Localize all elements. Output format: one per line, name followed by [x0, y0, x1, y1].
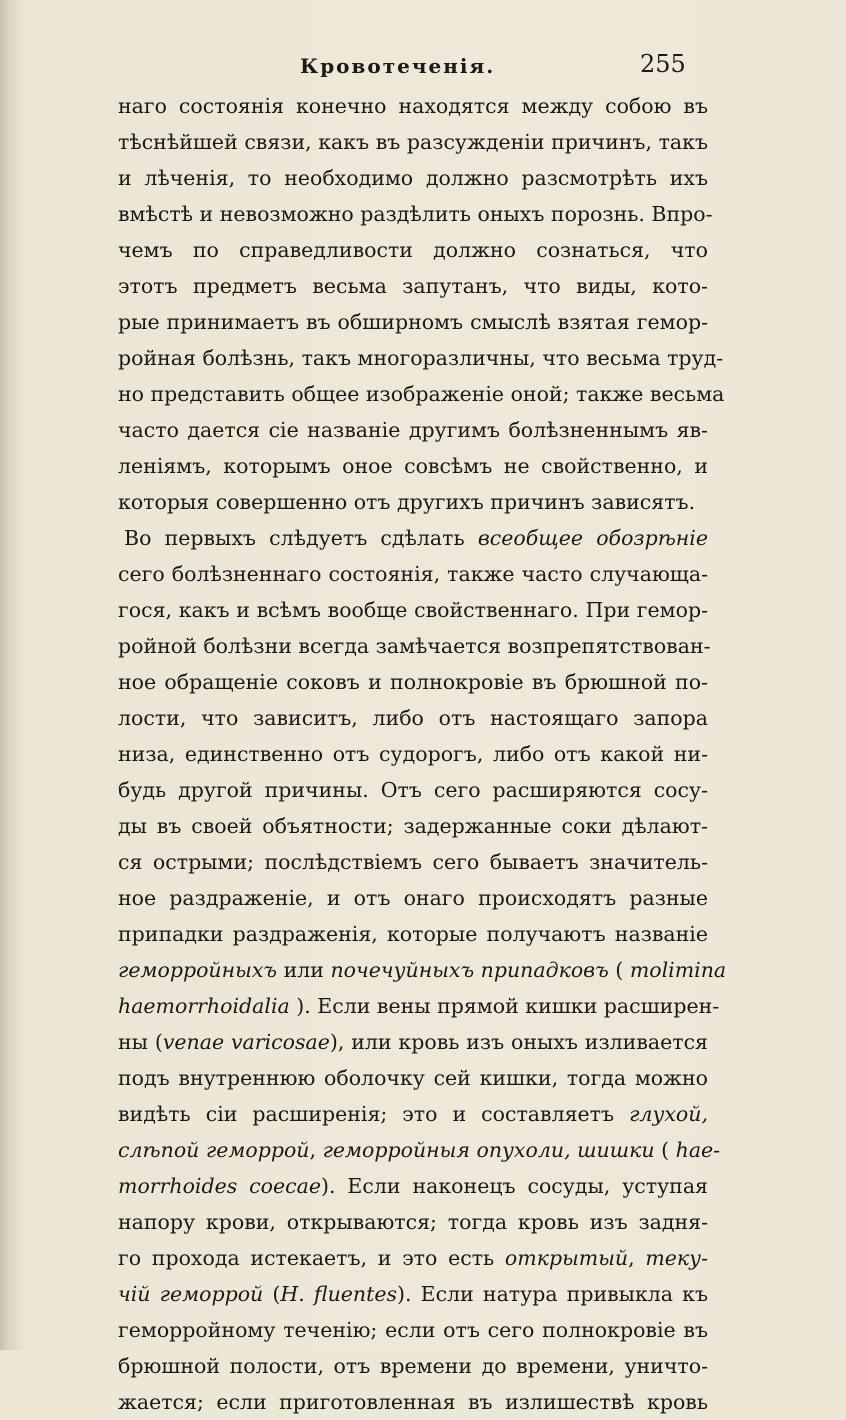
text-segment: ное обращеніе соковъ и полнокровіе въ брюшной по- — [118, 670, 708, 694]
text-segment: или — [277, 958, 331, 982]
text-segment: ). Если натура привыкла къ — [397, 1282, 708, 1306]
text-segment: брюшной полости, отъ времени до времени, уничто- — [118, 1354, 708, 1378]
text-line — [118, 484, 708, 520]
text-segment: ), или кровь изъ оныхъ изливается — [329, 1030, 708, 1054]
text-line — [118, 772, 708, 808]
text-segment: припадки раздраженія, которые получаютъ названіе — [118, 922, 708, 946]
text-line — [118, 1132, 721, 1168]
text-segment: наго состоянія конечно находятся между собою въ — [118, 94, 708, 118]
text-line — [118, 1024, 708, 1060]
text-line — [118, 1348, 708, 1384]
italic-text: H. fluentes — [280, 1282, 398, 1306]
italic-text: molimina — [629, 958, 727, 982]
text-line — [118, 628, 711, 664]
italic-text: геморройныя опухоли, шишки — [322, 1138, 655, 1162]
text-line — [118, 592, 708, 628]
text-line — [118, 700, 708, 736]
text-segment: видѣть сіи расширенія; это и составляетъ — [118, 1102, 630, 1126]
text-line — [118, 1384, 708, 1420]
text-segment: будь другой причины. Отъ сего расширяются сосу- — [118, 778, 708, 802]
text-line — [118, 376, 725, 412]
text-line — [118, 88, 708, 124]
text-segment: но представить общее изображеніе оной; также весьма — [118, 382, 725, 406]
text-segment: ). Если наконецъ сосуды, уступая — [320, 1174, 708, 1198]
text-line — [118, 124, 708, 160]
text-segment: го прохода истекаетъ, и это есть — [118, 1246, 505, 1270]
text-line — [118, 412, 708, 448]
italic-text: слѣпой геморрой — [118, 1138, 310, 1162]
text-line — [118, 448, 708, 484]
text-segment: ны ( — [118, 1030, 163, 1054]
text-segment: и лѣченія, то необходимо должно разсмотрѣть ихъ — [118, 166, 708, 190]
text-segment: напору крови, открываются; тогда кровь изъ задня- — [118, 1210, 708, 1234]
body-text — [118, 88, 727, 1420]
text-line — [118, 1276, 708, 1312]
text-segment: жается; если приготовленная въ излишествѣ кровь — [118, 1390, 708, 1414]
page-header — [0, 48, 846, 88]
text-line — [118, 160, 708, 196]
text-segment: часто дается сіе названіе другимъ болѣзненнымъ яв- — [118, 418, 708, 442]
text-line — [118, 520, 708, 556]
text-segment: подъ внутреннюю оболочку сей кишки, тогда можно — [118, 1066, 708, 1090]
text-segment: ное раздраженіе, и отъ онаго происходятъ разные — [118, 886, 708, 910]
text-segment: ройной болѣзни всегда замѣчается возпрепятствован- — [118, 634, 711, 658]
italic-text: venae varicosae — [162, 1030, 330, 1054]
text-segment: гося, какъ и вcѣмъ вообще свойственнаго. При гемор- — [118, 598, 708, 622]
page-number: 255 — [640, 50, 686, 78]
text-segment: Во первыхъ слѣдуетъ сдѣлать — [124, 526, 478, 550]
italic-text: почечуйныхъ припадковъ — [330, 958, 609, 982]
text-segment: сего болѣзненнаго состоянія, также часто случающа- — [118, 562, 708, 586]
text-segment: , — [309, 1138, 323, 1162]
text-line — [118, 1240, 708, 1276]
text-segment: леніямъ, которымъ оное совсѣмъ не свойственно, и — [118, 454, 708, 478]
text-segment: ( — [263, 1282, 281, 1306]
text-segment: низа, единственно отъ судорогъ, либо отъ какой ни- — [118, 742, 708, 766]
text-line — [118, 844, 708, 880]
text-line — [118, 268, 708, 304]
text-line — [118, 736, 708, 772]
text-line — [118, 1096, 708, 1132]
italic-text: чій геморрой — [118, 1282, 264, 1306]
italic-text: morrhoides coecae — [118, 1174, 321, 1198]
text-segment: ). Если вены прямой кишки расширен- — [289, 994, 720, 1018]
italic-text: haemorrhoidalia — [118, 994, 290, 1018]
text-line — [118, 556, 708, 592]
text-segment: ся острыми; послѣдствіемъ сего бываетъ значитель- — [118, 850, 708, 874]
text-line — [118, 1060, 708, 1096]
text-line — [118, 664, 708, 700]
italic-text: глухой, — [629, 1102, 708, 1126]
text-line — [118, 196, 713, 232]
text-line — [118, 340, 724, 376]
running-head: Кровотеченія. — [300, 54, 496, 78]
text-segment: , — [628, 1246, 646, 1270]
text-line — [118, 1204, 708, 1240]
text-line — [118, 304, 708, 340]
text-segment: которыя совершенно отъ другихъ причинъ зависятъ. — [118, 490, 696, 514]
text-segment: тѣснѣйшей связи, какъ въ разсужденіи причинъ, такъ — [118, 130, 708, 154]
text-line — [118, 808, 708, 844]
text-line — [118, 916, 708, 952]
italic-text: теку- — [645, 1246, 708, 1270]
text-line — [118, 232, 708, 268]
italic-text: открытый — [504, 1246, 629, 1270]
text-line — [118, 1312, 708, 1348]
italic-text: геморройныхъ — [118, 958, 278, 982]
text-segment: геморройному теченію; если отъ сего полнокровіе въ — [118, 1318, 708, 1342]
text-segment: ройная болѣзнь, такъ многоразличны, что весьма труд- — [118, 346, 724, 370]
text-segment: этотъ предметъ весьма запутанъ, что виды, кото- — [118, 274, 708, 298]
text-line — [118, 952, 727, 988]
text-segment: рые принимаетъ въ обширномъ смыслѣ взятая гемор- — [118, 310, 708, 334]
italic-text: всеобщее обозрѣніе — [477, 526, 708, 550]
italic-text: hae- — [675, 1138, 721, 1162]
text-segment: ( — [654, 1138, 676, 1162]
text-line — [118, 1168, 708, 1204]
text-line — [118, 880, 708, 916]
text-segment: ( — [608, 958, 630, 982]
text-segment: вмѣстѣ и невозможно раздѣлить оныхъ порознь. Впро- — [118, 202, 713, 226]
text-line — [118, 988, 720, 1024]
text-segment: чемъ по справедливости должно сознаться, что — [118, 238, 708, 262]
text-segment: лости, что зависитъ, либо отъ настоящаго запора — [118, 706, 708, 730]
text-segment: ды въ своей объятности; задержанные соки дѣлают- — [118, 814, 708, 838]
